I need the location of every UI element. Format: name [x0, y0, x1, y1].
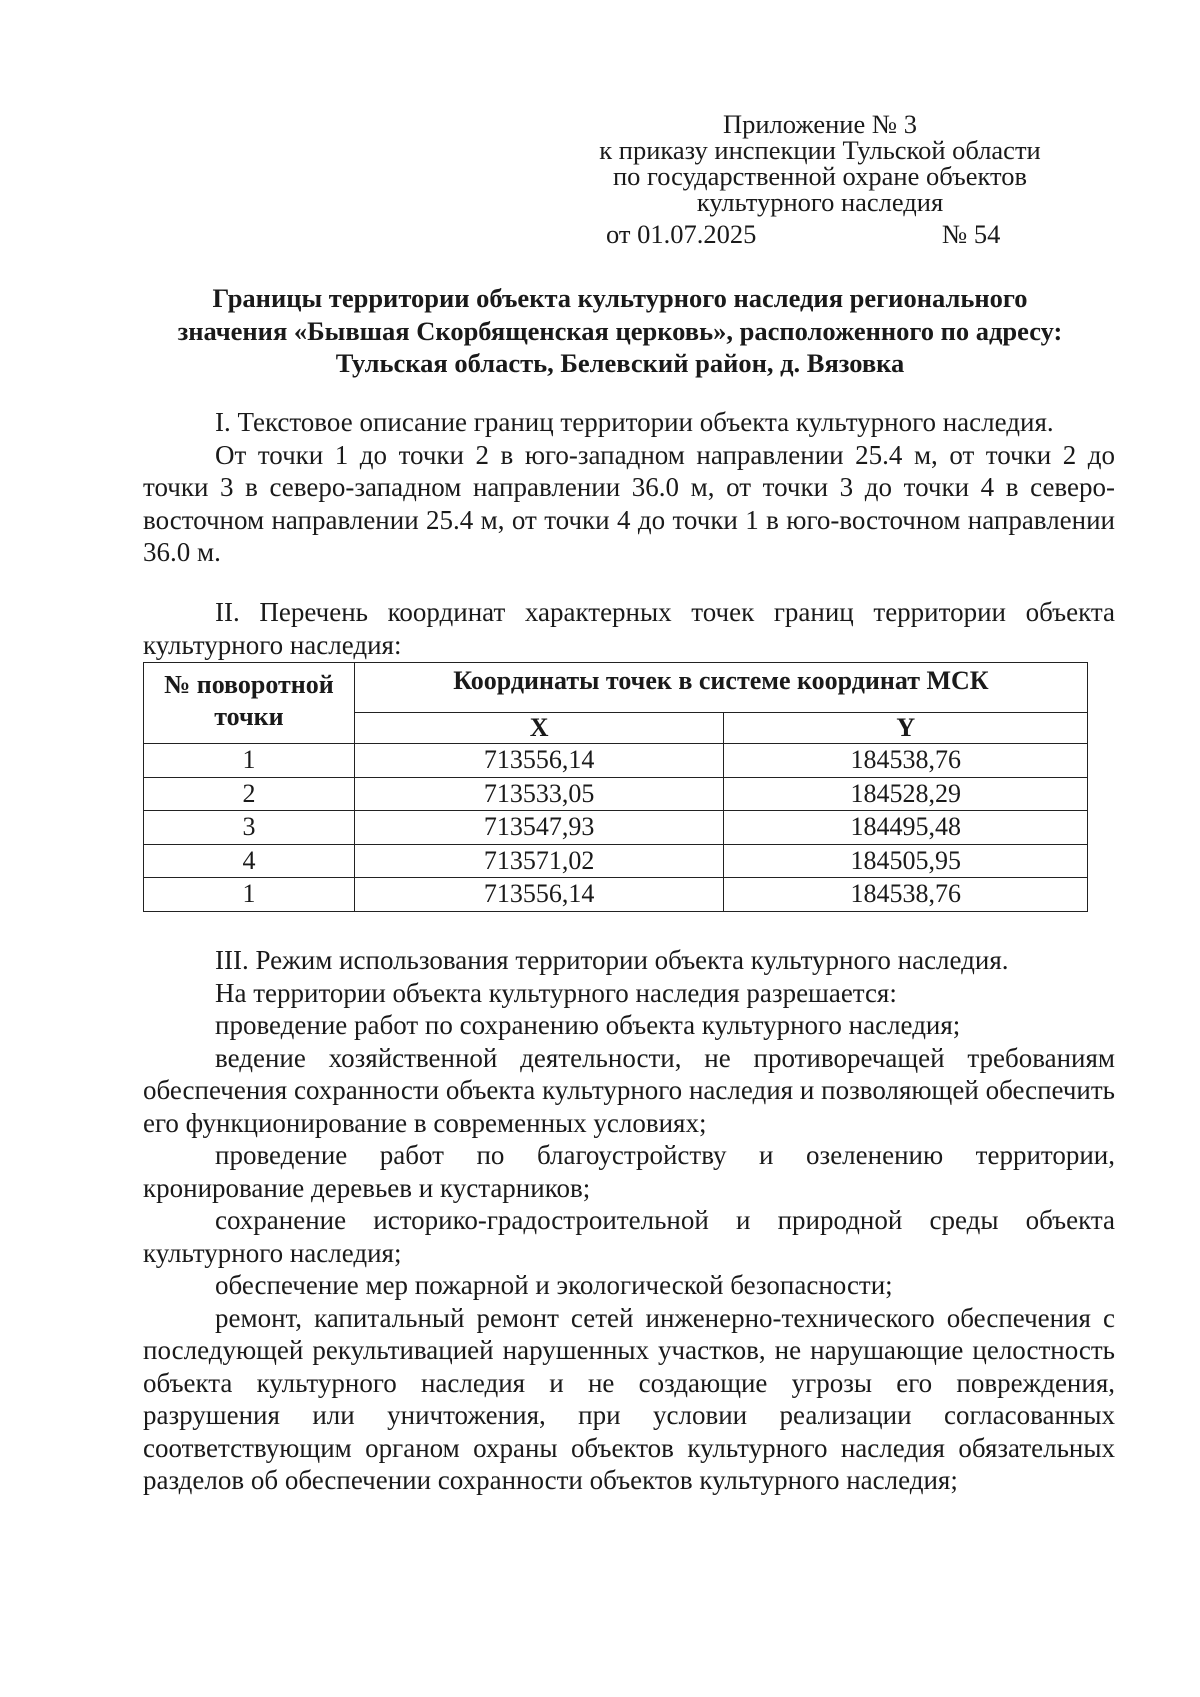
cell-y: 184538,76: [724, 744, 1088, 778]
order-date: от 01.07.2025: [606, 219, 757, 249]
appendix-heritage-line: культурного наследия: [696, 187, 944, 217]
cell-point: 3: [144, 811, 355, 845]
section-2: [143, 596, 1115, 661]
title-line-3: Тульская область, Белевский район, д. Вязовка: [335, 348, 905, 378]
appendix-number: Приложение № 3: [722, 109, 917, 139]
table-row: [144, 744, 1088, 778]
cell-point: 4: [144, 844, 355, 878]
appendix-header: [560, 111, 1080, 215]
header-coordinates: Координаты точек в системе координат МСК: [354, 663, 1087, 713]
section-3: [143, 944, 1115, 1497]
cell-point: 2: [144, 777, 355, 811]
permitted-item: ремонт, капитальный ремонт сетей инженерно-технического обеспечения с последующей рекультивацией нарушенных участков, не нарушающие целостность объекта культурного наследия и не создающие угрозы его повреждения, разрушения или уничтожения, при условии реализации согласованных соответствующим органом охраны объектов культурного наследия обязательных разделов об обеспечении сохранности объектов культурного наследия;: [143, 1302, 1115, 1495]
cell-x: 713571,02: [354, 844, 724, 878]
cell-x: 713556,14: [354, 744, 724, 778]
appendix-order-line: к приказу инспекции Тульской области: [599, 135, 1041, 165]
cell-y: 184538,76: [724, 878, 1088, 912]
cell-x: 713547,93: [354, 811, 724, 845]
cell-y: 184495,48: [724, 811, 1088, 845]
table-row: [144, 878, 1088, 912]
cell-y: 184505,95: [724, 844, 1088, 878]
title-line-1: Границы территории объекта культурного наследия регионального: [212, 283, 1028, 313]
permitted-item: сохранение историко-градостроительной и природной среды объекта культурного наследия;: [143, 1205, 1115, 1268]
section-1-heading: I. Текстовое описание границ территории объекта культурного наследия.: [215, 407, 1054, 437]
header-point-number: № поворотной точки: [144, 663, 355, 744]
cell-point: 1: [144, 744, 355, 778]
header-x: X: [354, 713, 724, 744]
appendix-agency-line: по государственной охране объектов: [612, 161, 1028, 191]
permitted-item: проведение работ по сохранению объекта культурного наследия;: [215, 1010, 961, 1040]
section-1-text: От точки 1 до точки 2 в юго-западном направлении 25.4 м, от точки 2 до точки 3 в северо-западном направлении 36.0 м, от точки 3 до точки 4 в северо-восточном направлении 25.4 м, от точки 4 до точки 1 в юго-восточном направлении 36.0 м.: [143, 439, 1115, 567]
section-2-heading: II. Перечень координат характерных точек границ территории объекта культурного наследия:: [143, 597, 1115, 660]
table-row: [144, 777, 1088, 811]
title-line-2: значения «Бывшая Скорбященская церковь», расположенного по адресу:: [177, 315, 1063, 346]
section-3-intro: На территории объекта культурного наследия разрешается:: [215, 977, 897, 1008]
cell-x: 713556,14: [354, 878, 724, 912]
cell-point: 1: [144, 878, 355, 912]
table-row: [144, 844, 1088, 878]
order-number: № 54: [942, 219, 1001, 249]
section-3-heading: III. Режим использования территории объекта культурного наследия.: [215, 945, 1009, 975]
permitted-item: проведение работ по благоустройству и озеленению территории, кронирование деревьев и кустарников;: [143, 1140, 1115, 1203]
document-title: [130, 282, 1110, 380]
permitted-item: ведение хозяйственной деятельности, не противоречащей требованиям обеспечения сохранности объекта культурного наследия и позволяющей обеспечить его функционирование в современных условиях;: [143, 1042, 1115, 1138]
cell-y: 184528,29: [724, 777, 1088, 811]
section-1: [143, 406, 1115, 569]
coordinates-table: [143, 662, 1088, 912]
permitted-item: обеспечение мер пожарной и экологической безопасности;: [215, 1270, 893, 1300]
table-row: [144, 811, 1088, 845]
header-y: Y: [724, 713, 1088, 744]
cell-x: 713533,05: [354, 777, 724, 811]
